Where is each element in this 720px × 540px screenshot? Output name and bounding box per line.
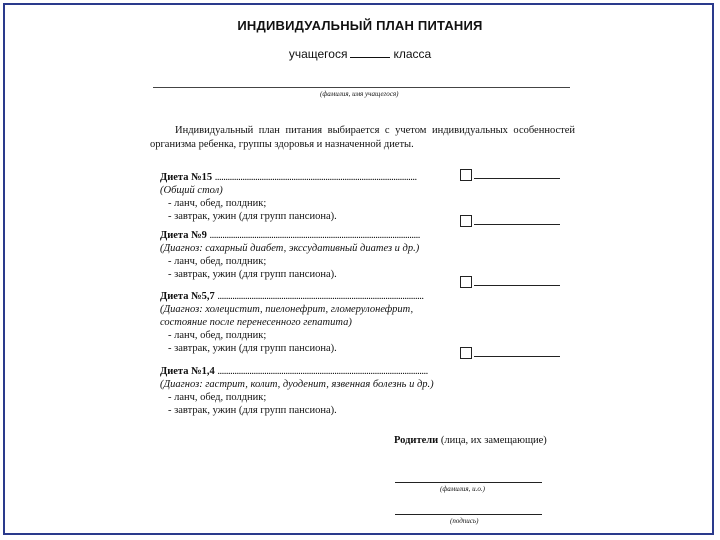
- subtitle-suffix: класса: [393, 47, 432, 61]
- diet-block: [160, 171, 417, 223]
- student-name-line[interactable]: [153, 87, 570, 88]
- diet-note: (Общий стол): [160, 185, 223, 196]
- student-class-line: [0, 47, 720, 61]
- parents-label: Родители: [394, 435, 439, 446]
- diet-meal-line: - завтрак, ужин (для групп пансиона).: [168, 405, 337, 416]
- diet-meal-line: - завтрак, ужин (для групп пансиона).: [168, 343, 337, 354]
- parent-name-caption: (фамилия, и.о.): [440, 485, 485, 493]
- dot-leader: .................................................................................................: [217, 291, 424, 302]
- diet-14-checkbox[interactable]: [460, 347, 472, 359]
- diet-note: состояние после перенесенного гепатита): [160, 317, 352, 328]
- diet-block: [160, 365, 434, 417]
- diet-title: Диета №1,4: [160, 366, 215, 377]
- parent-name-line[interactable]: [395, 482, 542, 483]
- diet-57-line: [474, 285, 560, 286]
- diet-note: (Диагноз: сахарный диабет, экссудативный диатез и др.): [160, 243, 420, 254]
- diet-14-line: [474, 356, 560, 357]
- parent-signature-line[interactable]: [395, 514, 542, 515]
- diet-note: (Диагноз: холецистит, пиелонефрит, гломерулонефрит,: [160, 304, 414, 315]
- parents-note: (лица, их замещающие): [440, 435, 547, 446]
- parents-heading: [394, 435, 547, 446]
- diet-meal-line: - ланч, обед, полдник;: [168, 198, 267, 209]
- diet-9-checkbox[interactable]: [460, 215, 472, 227]
- intro-text: Индивидуальный план питания выбирается с учетом индивидуальных особенностей организма ребенка, группы здоровья и назначенной диеты.: [150, 125, 575, 150]
- parent-signature-caption: (подпись): [450, 517, 479, 525]
- diet-note: (Диагноз: гастрит, колит, дуоденит, язвенная болезнь и др.): [160, 379, 434, 390]
- diet-title: Диета №9: [160, 230, 207, 241]
- diet-title: Диета №5,7: [160, 291, 215, 302]
- student-name-caption: (фамилия, имя учащегося): [320, 90, 399, 98]
- diet-block: [160, 290, 424, 355]
- dot-leader: ...................................................................................................: [209, 230, 420, 241]
- diet-meal-line: - ланч, обед, полдник;: [168, 392, 267, 403]
- diet-9-line: [474, 224, 560, 225]
- diet-meal-line: - ланч, обед, полдник;: [168, 256, 267, 267]
- diet-15-line: [474, 178, 560, 179]
- class-blank-field[interactable]: [350, 47, 390, 58]
- diet-meal-line: - завтрак, ужин (для групп пансиона).: [168, 269, 337, 280]
- diet-meal-line: - завтрак, ужин (для групп пансиона).: [168, 211, 337, 222]
- subtitle-prefix: учащегося: [288, 47, 348, 61]
- dot-leader: ...............................................................................................: [214, 172, 417, 183]
- diet-meal-line: - ланч, обед, полдник;: [168, 330, 267, 341]
- diet-57-checkbox[interactable]: [460, 276, 472, 288]
- diet-block: [160, 229, 420, 281]
- intro-paragraph: [150, 124, 575, 152]
- dot-leader: ...................................................................................................: [217, 366, 428, 377]
- document-title: ИНДИВИДУАЛЬНЫЙ ПЛАН ПИТАНИЯ: [237, 18, 483, 33]
- diet-15-checkbox[interactable]: [460, 169, 472, 181]
- diet-title: Диета №15: [160, 172, 213, 183]
